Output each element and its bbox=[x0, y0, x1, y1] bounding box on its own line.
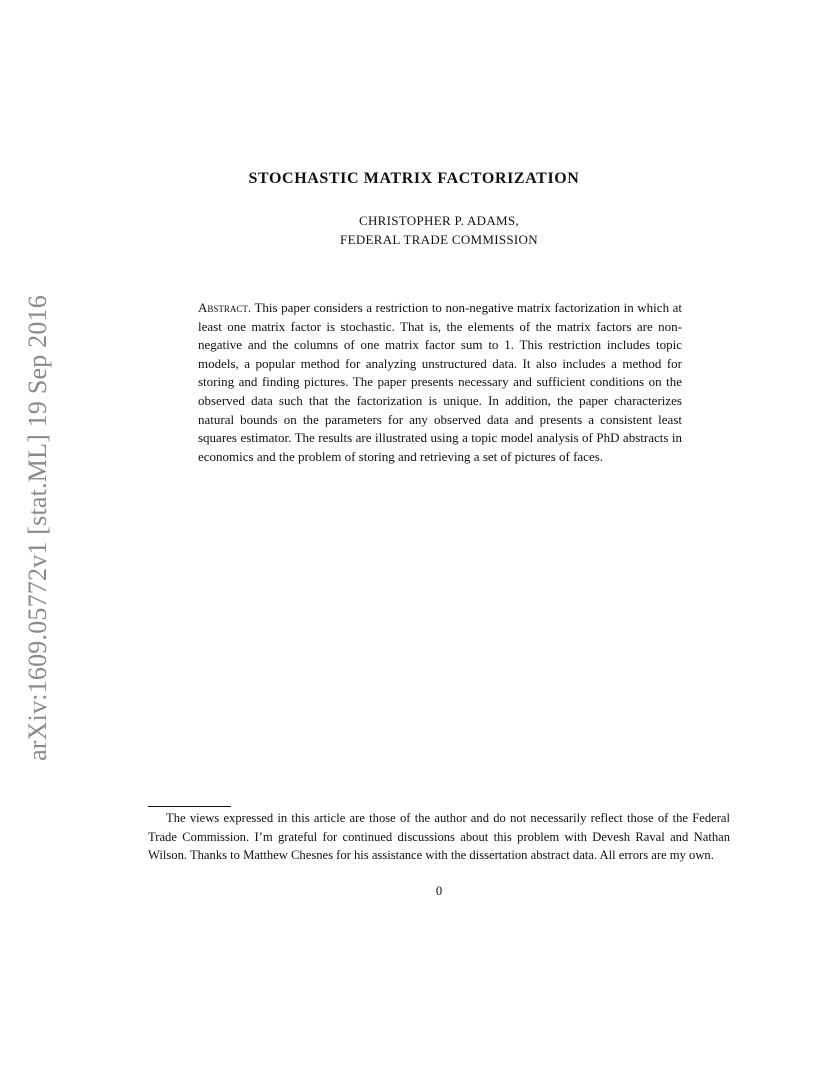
abstract-label: Abstract. bbox=[198, 300, 252, 315]
abstract bbox=[198, 299, 682, 466]
paper-title: STOCHASTIC MATRIX FACTORIZATION bbox=[248, 170, 580, 187]
author-affiliation: FEDERAL TRADE COMMISSION bbox=[340, 232, 538, 247]
footnote-rule bbox=[148, 806, 231, 807]
footnote: The views expressed in this article are those of the author and do not necessarily reflect those of the Federal Trade Commission. I’m grateful for continued discussions about this problem with Devesh Raval and Nathan Wilson. Thanks to Matthew Chesnes for his assistance with the dissertation abstract data. All errors are my own. bbox=[148, 811, 730, 862]
arxiv-identifier-stamp: arXiv:1609.05772v1 [stat.ML] 19 Sep 2016 bbox=[23, 295, 52, 761]
abstract-text: This paper considers a restriction to non-negative matrix factorization in which at least one matrix factor is stochastic. That is, the elements of the matrix factors are non-negative and the columns of one matrix factor sum to 1. This restriction includes topic models, a popular method for analyzing unstructured data. It also includes a method for storing and finding pictures. The paper presents necessary and sufficient conditions on the observed data such that the factorization is unique. In addition, the paper characterizes natural bounds on the parameters for any observed data and presents a consistent least squares estimator. The results are illustrated using a topic model analysis of PhD abstracts in economics and the problem of storing and retrieving a set of pictures of faces. bbox=[198, 300, 682, 464]
author-name: CHRISTOPHER P. ADAMS, bbox=[359, 213, 519, 228]
page-number: 0 bbox=[435, 884, 443, 898]
